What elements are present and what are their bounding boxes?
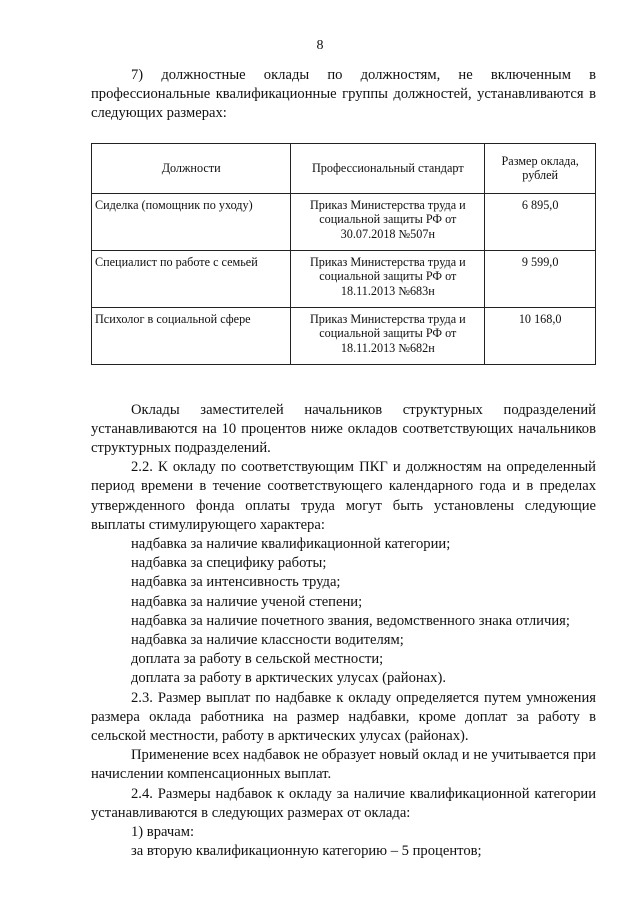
second-category-item: за вторую квалификационную категорию – 5 процентов; bbox=[131, 843, 482, 860]
cell-standard: Приказ Министерства труда и социальной защиты РФ от 18.11.2013 №683н bbox=[291, 250, 485, 307]
list-item: надбавка за специфику работы; bbox=[131, 555, 327, 572]
table-row bbox=[92, 193, 596, 250]
application-paragraph: Применение всех надбавок не образует новый оклад и не учитывается при начислении компенсационных выплат. bbox=[91, 747, 596, 783]
section-2-4-paragraph: 2.4. Размеры надбавок к окладу за наличие квалификационной категории устанавливаются в следующих размерах от оклада: bbox=[91, 785, 596, 821]
cell-standard: Приказ Министерства труда и социальной защиты РФ от 18.11.2013 №682н bbox=[291, 307, 485, 364]
list-item: надбавка за наличие почетного звания, ведомственного знака отличия; bbox=[131, 612, 570, 629]
list-item: доплата за работу в арктических улусах (районах). bbox=[131, 670, 446, 687]
header-position: Должности bbox=[92, 143, 291, 193]
cell-position: Психолог в социальной сфере bbox=[92, 307, 291, 364]
section-2-3-paragraph: 2.3. Размер выплат по надбавке к окладу определяется путем умножения размера оклада работника на размер надбавки, кроме доплат за работу в сельской местности, работу в арктических улусах (районах). bbox=[91, 689, 596, 745]
cell-salary: 6 895,0 bbox=[485, 193, 596, 250]
intro-paragraph: 7) должностные оклады по должностям, не включенным в профессиональные квалификационные группы должностей, устанавливаются в следующих размерах: bbox=[91, 67, 596, 122]
deputies-paragraph: Оклады заместителей начальников структурных подразделений устанавливаются на 10 процентов ниже окладов соответствующих начальников структурных подразделений. bbox=[91, 401, 596, 457]
cell-salary: 9 599,0 bbox=[485, 250, 596, 307]
list-item: доплата за работу в сельской местности; bbox=[131, 651, 384, 668]
list-item: надбавка за наличие классности водителям; bbox=[131, 632, 404, 649]
table-row bbox=[92, 307, 596, 364]
salary-table bbox=[91, 143, 596, 365]
list-item: надбавка за наличие ученой степени; bbox=[131, 593, 363, 610]
page-number: 8 bbox=[316, 38, 324, 53]
document-body bbox=[91, 66, 596, 861]
cell-position: Сиделка (помощник по уходу) bbox=[92, 193, 291, 250]
list-item: надбавка за интенсивность труда; bbox=[131, 574, 341, 591]
cell-position: Специалист по работе с семьей bbox=[92, 250, 291, 307]
section-2-2-paragraph: 2.2. К окладу по соответствующим ПКГ и должностям на определенный период времени в течение соответствующего календарного года и в пределах утвержденного фонда оплаты труда могут быть установлены следующие выплаты стимулирующего характера: bbox=[91, 459, 596, 533]
table-header-row bbox=[92, 143, 596, 193]
table-row bbox=[92, 250, 596, 307]
allowances-list bbox=[91, 535, 596, 689]
doctors-item: 1) врачам: bbox=[131, 824, 194, 841]
cell-salary: 10 168,0 bbox=[485, 307, 596, 364]
cell-standard: Приказ Министерства труда и социальной защиты РФ от 30.07.2018 №507н bbox=[291, 193, 485, 250]
header-standard: Профессиональный стандарт bbox=[291, 143, 485, 193]
header-salary: Размер оклада, рублей bbox=[485, 143, 596, 193]
list-item: надбавка за наличие квалификационной категории; bbox=[131, 536, 451, 553]
